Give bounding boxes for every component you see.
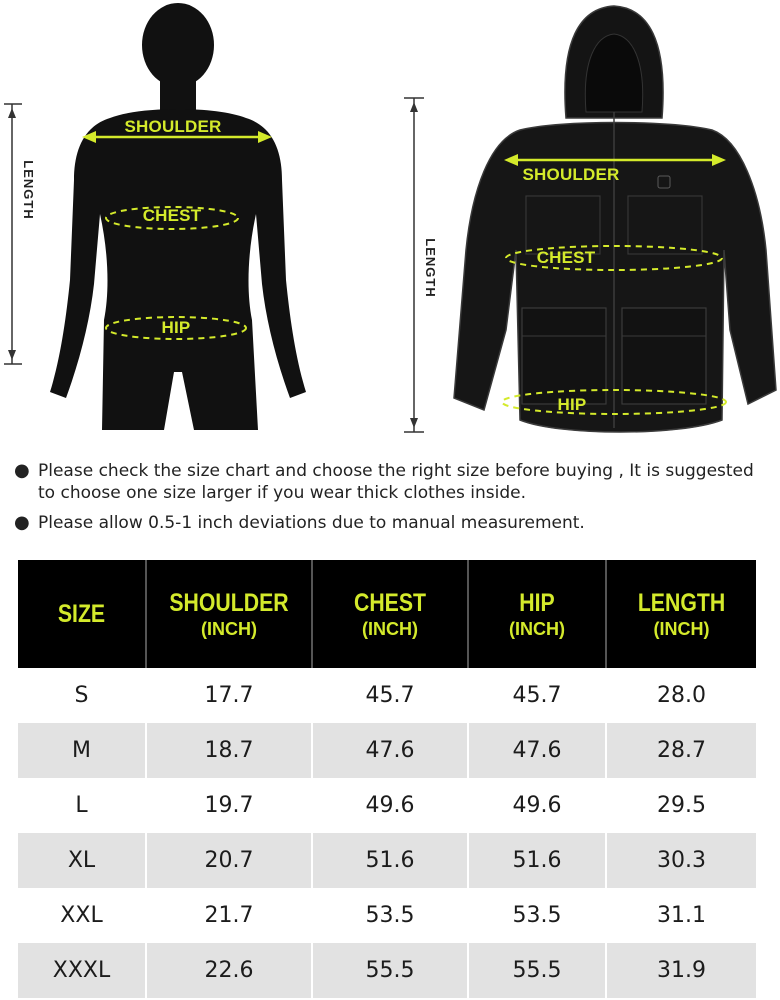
header-shoulder bbox=[146, 560, 312, 668]
table-header-row bbox=[18, 560, 756, 668]
measurement-diagrams bbox=[0, 0, 780, 448]
header-unit: (INCH) bbox=[201, 619, 257, 639]
cell-size: S bbox=[74, 683, 89, 708]
cell-length: 30.3 bbox=[606, 833, 756, 888]
note-text: Please check the size chart and choose the right size before buying , It is suggested to choose one size larger if you wear thick clothes inside. bbox=[38, 461, 754, 503]
header-size bbox=[18, 560, 146, 668]
jacket-figure bbox=[404, 6, 776, 432]
header-label: HIP bbox=[519, 589, 555, 617]
cell-size: L bbox=[75, 793, 88, 818]
body-length-label: LENGTH bbox=[21, 160, 36, 220]
cell-chest: 53.5 bbox=[312, 888, 468, 943]
jacket-silhouette bbox=[454, 6, 776, 432]
cell-shoulder: 22.6 bbox=[146, 943, 312, 998]
bullet-icon: ● bbox=[14, 512, 30, 533]
header-label: LENGTH bbox=[637, 589, 726, 617]
size-chart-table bbox=[18, 560, 756, 998]
cell-hip: 55.5 bbox=[468, 943, 606, 998]
table-row bbox=[18, 668, 756, 723]
body-chest-label: CHEST bbox=[142, 206, 202, 225]
cell-hip: 49.6 bbox=[468, 778, 606, 833]
cell-size: XXXL bbox=[18, 943, 146, 998]
table-row bbox=[18, 723, 756, 778]
body-figure bbox=[4, 3, 306, 430]
cell-shoulder: 18.7 bbox=[146, 723, 312, 778]
cell-hip: 47.6 bbox=[468, 723, 606, 778]
cell-shoulder: 21.7 bbox=[146, 888, 312, 943]
table-row bbox=[18, 778, 756, 833]
cell-length: 31.1 bbox=[606, 888, 756, 943]
note-item bbox=[14, 512, 774, 534]
header-label: SHOULDER bbox=[169, 589, 289, 617]
jacket-length-label: LENGTH bbox=[423, 238, 438, 298]
cell-length: 31.9 bbox=[606, 943, 756, 998]
note-item bbox=[14, 460, 774, 504]
cell-hip: 53.5 bbox=[468, 888, 606, 943]
body-length-arrow bbox=[4, 104, 22, 364]
header-unit: (INCH) bbox=[362, 619, 418, 639]
cell-chest: 49.6 bbox=[312, 778, 468, 833]
table-row bbox=[18, 888, 756, 943]
cell-size: XL bbox=[18, 833, 146, 888]
header-hip bbox=[468, 560, 606, 668]
cell-shoulder: 17.7 bbox=[146, 668, 312, 723]
header-unit: (INCH) bbox=[653, 619, 710, 639]
cell-chest: 45.7 bbox=[312, 668, 468, 723]
cell-hip: 51.6 bbox=[468, 833, 606, 888]
jacket-chest-label: CHEST bbox=[536, 248, 596, 267]
bullet-icon: ● bbox=[14, 460, 30, 481]
cell-chest: 47.6 bbox=[312, 723, 468, 778]
note-text: Please allow 0.5-1 inch deviations due to manual measurement. bbox=[38, 513, 585, 533]
cell-chest: 55.5 bbox=[312, 943, 468, 998]
cell-size: M bbox=[18, 723, 146, 778]
header-length bbox=[606, 560, 756, 668]
header-label: CHEST bbox=[353, 589, 427, 617]
cell-shoulder: 20.7 bbox=[146, 833, 312, 888]
cell-length: 28.7 bbox=[606, 723, 756, 778]
cell-size: XXL bbox=[60, 903, 103, 928]
body-hip-label: HIP bbox=[161, 318, 191, 337]
size-notes bbox=[14, 460, 774, 542]
jacket-hip-label: HIP bbox=[557, 395, 587, 414]
table-row bbox=[18, 943, 756, 998]
header-unit: (INCH) bbox=[509, 619, 565, 639]
header-chest bbox=[312, 560, 468, 668]
body-shoulder-label: SHOULDER bbox=[124, 117, 222, 136]
cell-shoulder: 19.7 bbox=[146, 778, 312, 833]
jacket-length-arrow bbox=[404, 98, 424, 432]
cell-length: 28.0 bbox=[606, 668, 756, 723]
cell-hip: 45.7 bbox=[468, 668, 606, 723]
header-label: SIZE bbox=[57, 600, 106, 628]
cell-length: 29.5 bbox=[606, 778, 756, 833]
jacket-shoulder-label: SHOULDER bbox=[522, 165, 620, 184]
table-row bbox=[18, 833, 756, 888]
cell-chest: 51.6 bbox=[312, 833, 468, 888]
